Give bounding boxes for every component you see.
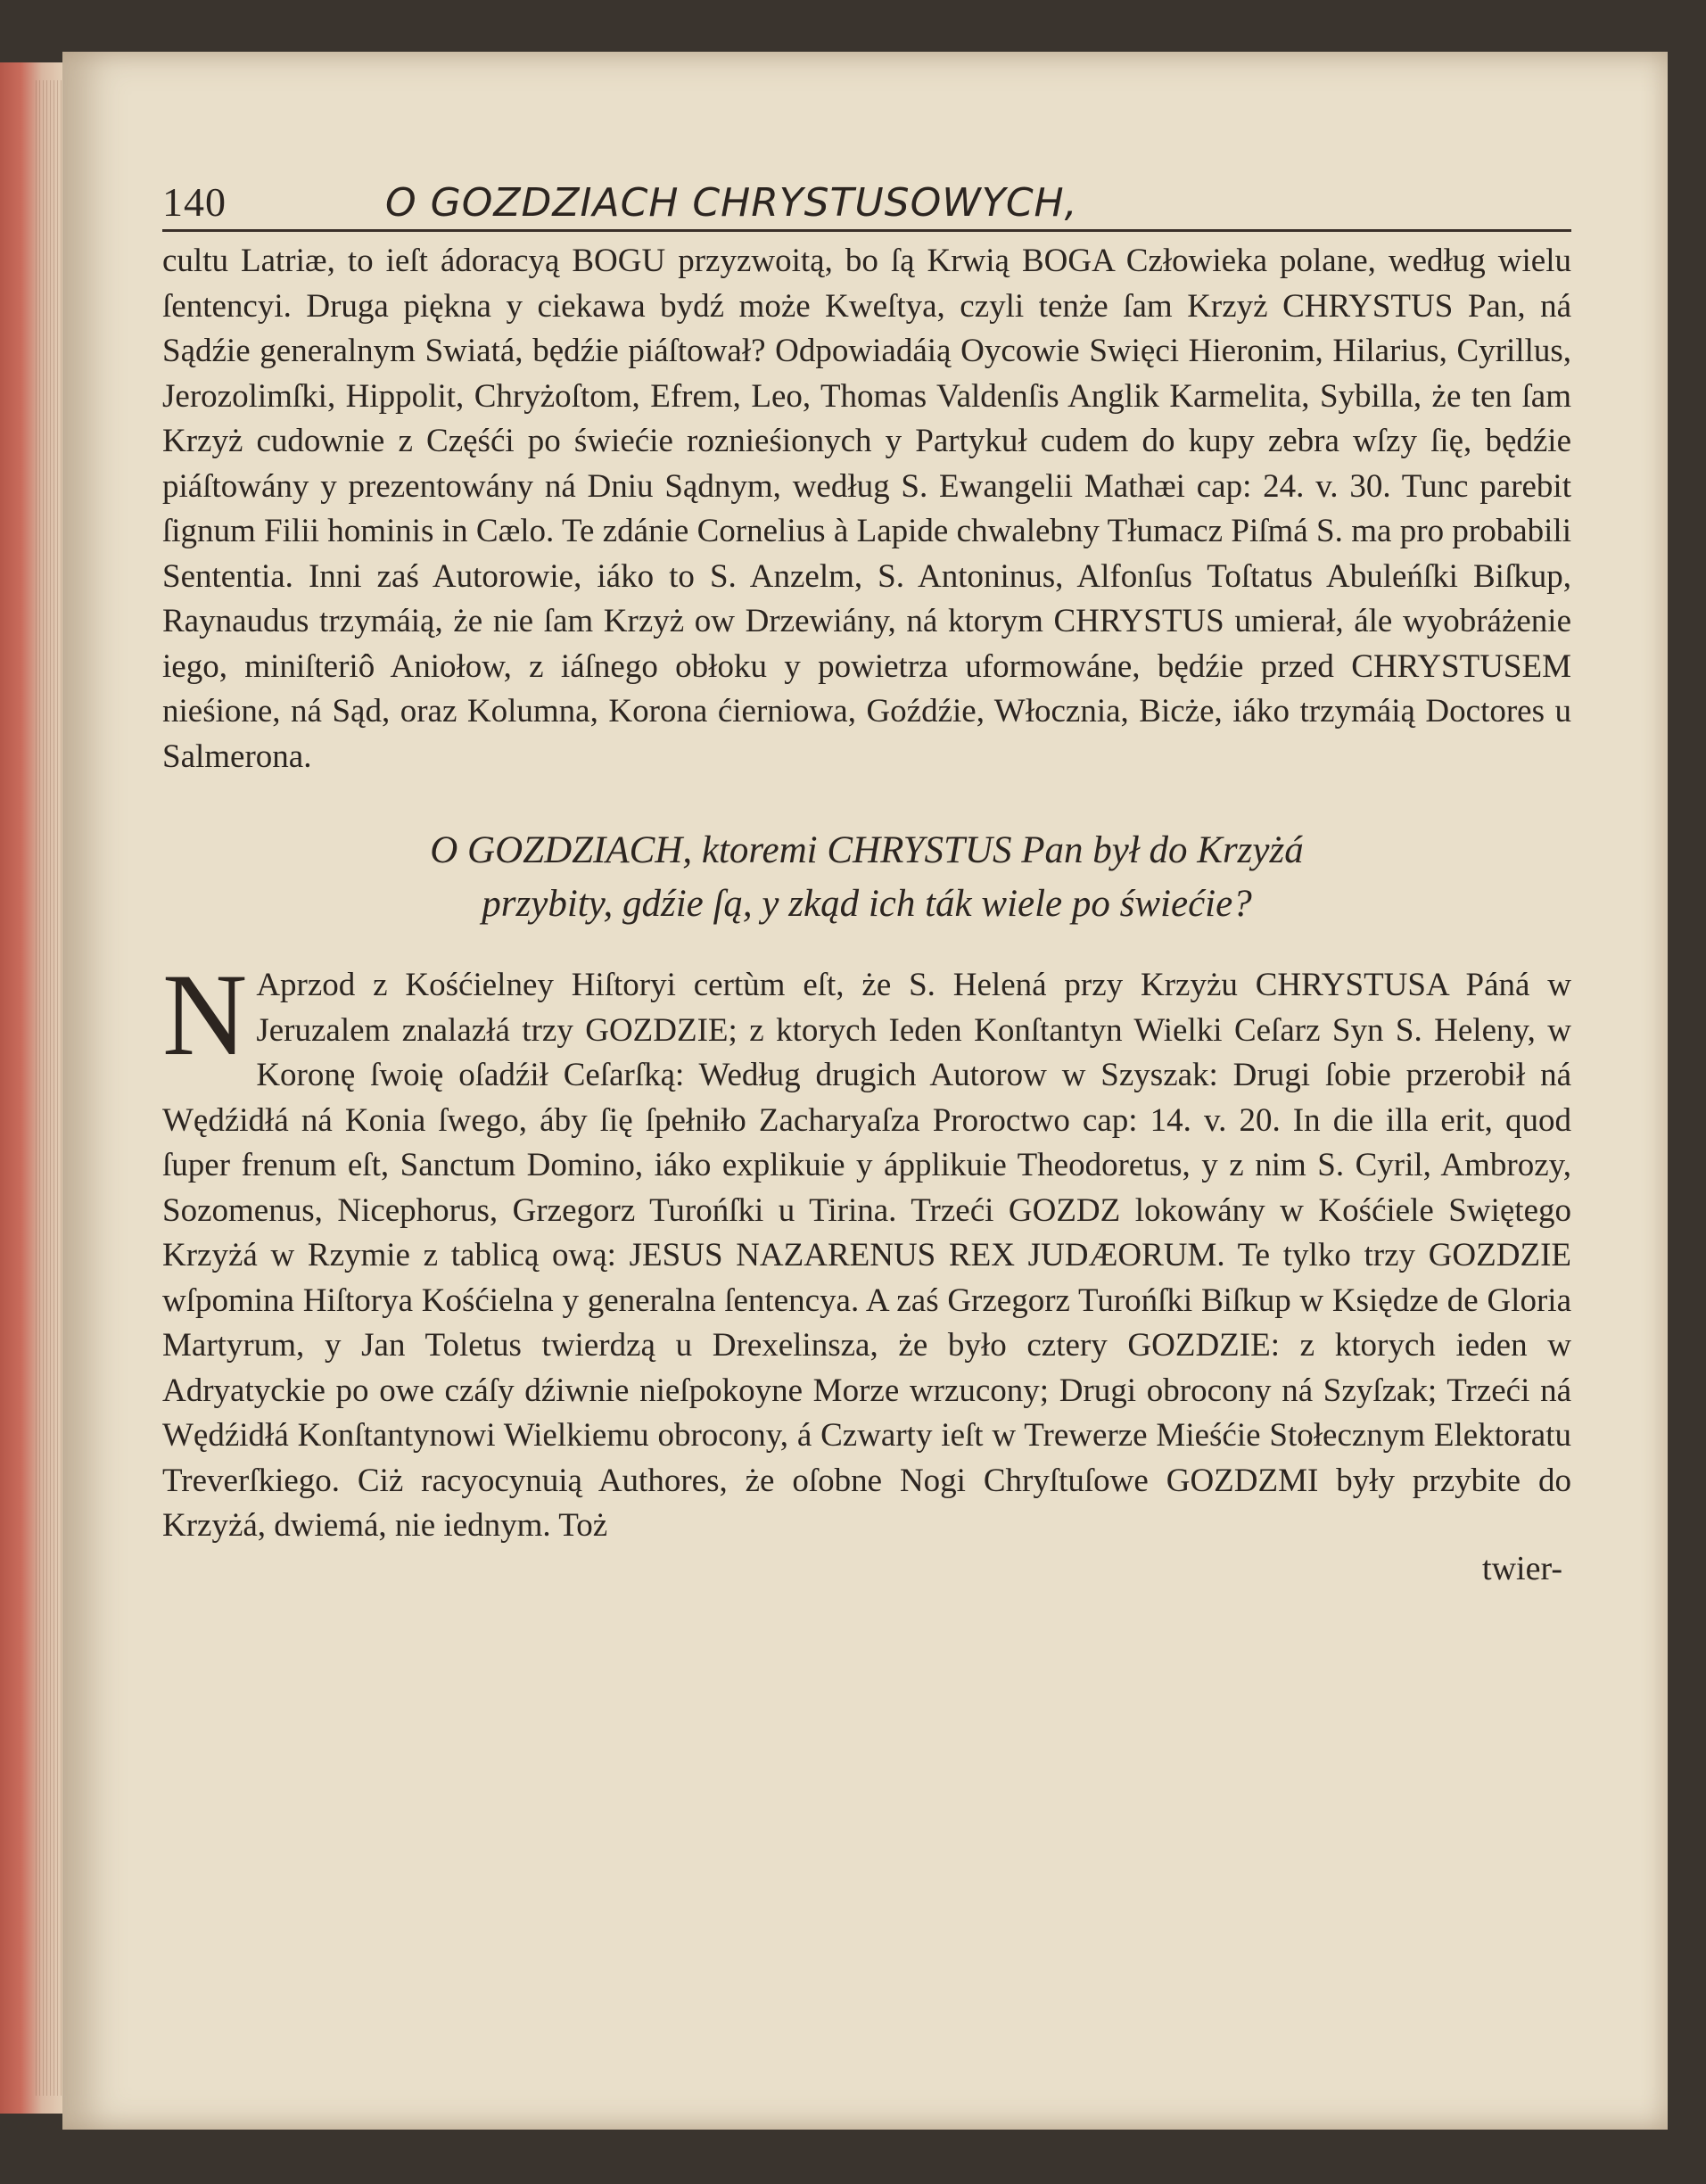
section-heading-line-1: O GOZDZIACH, ktoremi CHRYSTUS Pan był do Krzyżá bbox=[430, 829, 1304, 871]
paragraph-cultu-latriae: cultu Latriæ, to ieſt ádoracyą BOGU przyzwoitą, bo ſą Krwią BOGA Człowieka polane, według wielu ſentencyi. Druga piękna y ciekawa bydź może Kweſtya, czyli tenże ſam Krzyż CHRYSTUS Pan, ná Sądźie generalnym Swiatá, będźie piáſtował? Odpowiadáią Oycowie Swięci Hieronim, Hilarius, Cyrillus, Jerozolimſki, Hippolit, Chryżoſtom, Efrem, Leo, Thomas Valdenſis Anglik Karmelita, Sybilla, że ten ſam Krzyż cudownie z Częśći po świećie roznieśionych y Partykuł cudem do kupy zebra wſzy ſię, będźie piáſtowány y prezentowány ná Dniu Sądnym, według S. Ewangelii Mathæi cap: 24. v. 30. Tunc parebit ſignum Filii hominis in Cælo. Te zdánie Cornelius à Lapide chwalebny Tłumacz Piſmá S. ma pro probabili Sententia. Inni zaś Autorowie, iáko to S. Anzelm, S. Antoninus, Alfonſus Toſtatus Abuleńſki Biſkup, Raynaudus trzymáią, że nie ſam Krzyż ow Drzewiány, ná ktorym CHRYSTUS umierał, ále wyobráżenie iego, miniſteriô Aniołow, z iáſnego obłoku y powietrza uformowáne, będźie przed CHRYSTUSEM nieśione, ná Sąd, oraz Kolumna, Korona ćierniowa, Goźdźie, Włocznia, Bicże, iáko trzymáią Doctores u Salmerona. bbox=[162, 243, 1571, 775]
drop-cap-initial: N bbox=[162, 949, 248, 1080]
running-head bbox=[162, 178, 1571, 232]
catchword: twier- bbox=[1482, 1549, 1562, 1587]
section-heading bbox=[162, 824, 1571, 931]
text-block bbox=[162, 178, 1571, 1588]
section-heading-line-2: przybity, gdźie ſą, y zkąd ich ták wiele po świećie? bbox=[482, 883, 1252, 925]
running-head-title: O GOZDZIACH CHRYSTUSOWYCH, bbox=[385, 180, 1078, 226]
paragraph-naprzod-text: Aprzod z Kośćielney Hiſtoryi certùm eſt, że S. Helená przy Krzyżu CHRYSTUSA Páná w Jeruzalem znalazłá trzy GOZDZIE; z ktorych Ieden Konſtantyn Wielki Ceſarz Syn S. Heleny, w Koronę ſwoię oſadźił Ceſarſką: Według drugich Autorow w Szyszak: Drugi ſobie przerobił ná Wędźidłá ná Konia ſwego, áby ſię ſpełniło Zacharyaſza Proroctwo cap: 14. v. 20. In die illa erit, quod ſuper frenum eſt, Sanctum Domino, iáko explikuie y ápplikuie Theodoretus, y z nim S. Cyril, Ambrozy, Sozomenus, Nicephorus, Grzegorz Turońſki u Tirina. Trzeći GOZDZ lokowány w Kośćiele Swiętego Krzyżá w Rzymie z tablicą ową: JESUS NAZARENUS REX JUDÆORUM. Te tylko trzy GOZDZIE wſpomina Hiſtorya Kośćielna y generalna ſentencya. A zaś Grzegorz Turońſki Biſkup w Księdze de Gloria Martyrum, y Jan Toletus twierdzą u Drexelinsza, że było cztery GOZDZIE: z ktorych ieden w Adryatyckie po owe czáſy dźiwnie nieſpokoyne Morze wrzucony; Drugi obrocony ná Szyſzak; Trzeći ná Wędźidłá Konſtantynowi Wielkiemu obrocony, á Czwarty ieſt w Trewerze Mieśćie Stołecznym Elektoratu Treverſkiego. Ciż racyocynuią Authores, że oſobne Nogi Chryſtuſowe GOZDZMI były przybite do Krzyżá, dwiemá, nie iednym. Toż bbox=[162, 967, 1571, 1544]
paragraph-naprzod bbox=[162, 949, 1571, 1549]
page-number: 140 bbox=[162, 179, 227, 225]
